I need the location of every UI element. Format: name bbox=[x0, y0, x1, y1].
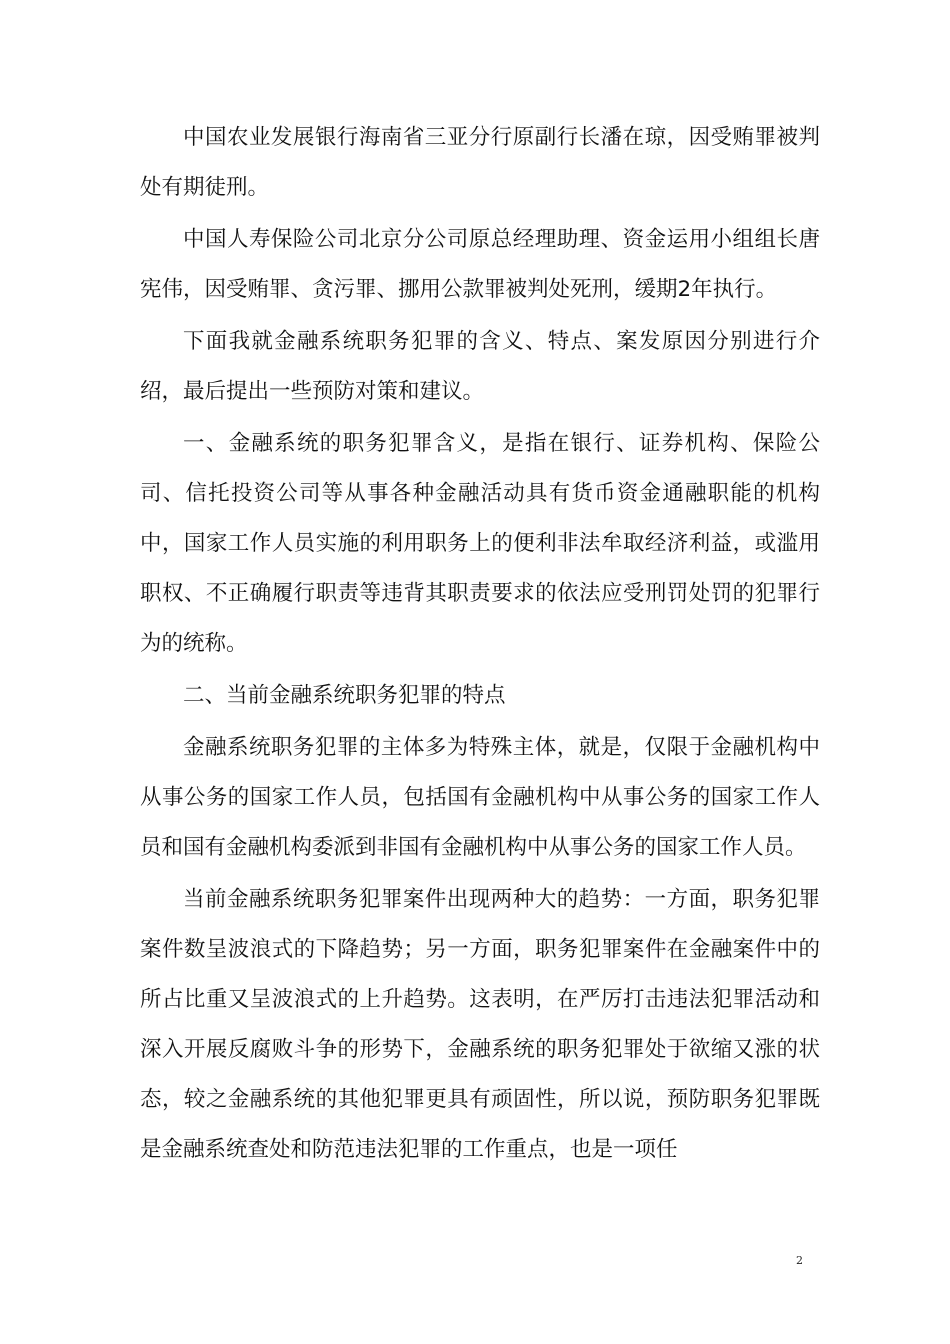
paragraph-7: 当前金融系统职务犯罪案件出现两种大的趋势：一方面，职务犯罪案件数呈波浪式的下降趋势；另一方面，职务犯罪案件在金融案件中的所占比重又呈波浪式的上升趋势。这表明，在严厉打击违法犯罪活动和深入开展反腐败斗争的形势下，金融系统的职务犯罪处于欲缩又涨的状态，较之金融系统的其他犯罪更具有顽固性，所以说，预防职务犯罪既是金融系统查处和防范违法犯罪的工作重点，也是一项任 bbox=[140, 887, 820, 1162]
section-heading-2: 二、当前金融系统职务犯罪的特点 bbox=[183, 683, 506, 708]
body-text bbox=[140, 113, 820, 1177]
paragraph-3: 下面我就金融系统职务犯罪的含义、特点、案发原因分别进行介绍，最后提出一些预防对策和建议。 bbox=[140, 329, 820, 404]
page-number: 2 bbox=[796, 1254, 803, 1267]
paragraph-2: 中国人寿保险公司北京分公司原总经理助理、资金运用小组组长唐宪伟，因受贿罪、贪污罪、挪用公款罪被判处死刑，缓期2年执行。 bbox=[140, 227, 820, 302]
paragraph-1: 中国农业发展银行海南省三亚分行原副行长潘在琼，因受贿罪被判处有期徒刑。 bbox=[140, 125, 820, 200]
paragraph-4: 一、金融系统的职务犯罪含义，是指在银行、证券机构、保险公司、信托投资公司等从事各种金融活动具有货币资金通融职能的机构中，国家工作人员实施的利用职务上的便利非法牟取经济利益，或滥用职权、不正确履行职责等违背其职责要求的依法应受刑罚处罚的犯罪行为的统称。 bbox=[140, 431, 820, 656]
paragraph-6: 金融系统职务犯罪的主体多为特殊主体，就是，仅限于金融机构中从事公务的国家工作人员，包括国有金融机构中从事公务的国家工作人员和国有金融机构委派到非国有金融机构中从事公务的国家工作人员。 bbox=[140, 735, 820, 860]
